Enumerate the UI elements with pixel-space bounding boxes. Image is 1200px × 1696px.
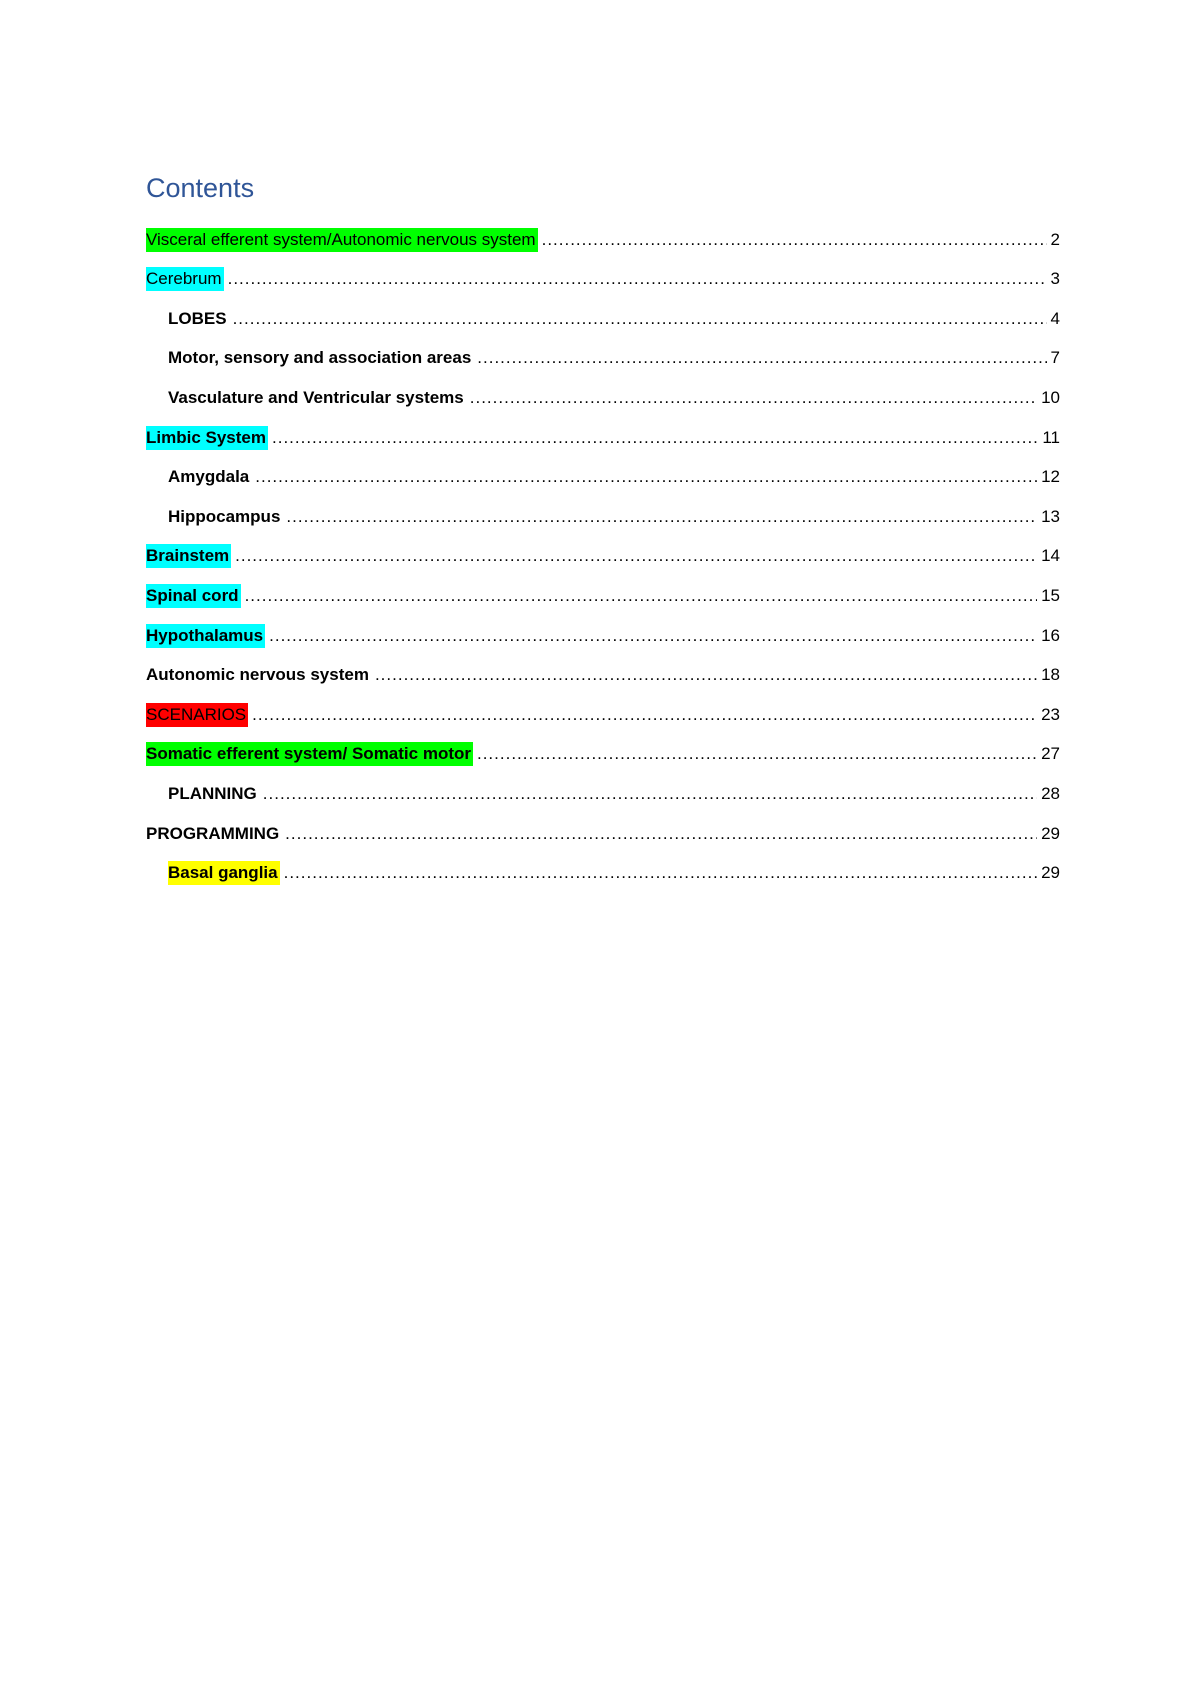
toc-entry-brainstem[interactable] (146, 529, 1060, 569)
toc-entry-motor-sensory-association-areas[interactable] (146, 331, 1060, 371)
dot-leader (235, 545, 1037, 568)
toc-entry-basal-ganglia[interactable] (146, 846, 1060, 886)
toc-entry-page-number[interactable]: 16 (1041, 625, 1060, 645)
toc-entry-label[interactable]: LOBES (168, 308, 227, 328)
toc-entry-autonomic-nervous-system[interactable] (146, 648, 1060, 688)
dot-leader (245, 585, 1038, 608)
dot-leader (470, 387, 1037, 410)
dot-leader (375, 664, 1037, 687)
toc-entry-label[interactable]: Motor, sensory and association areas (168, 348, 472, 368)
toc-entry-page-number[interactable]: 27 (1041, 744, 1060, 764)
toc-entry-label[interactable]: Limbic System (146, 426, 268, 450)
dot-leader (228, 268, 1047, 291)
toc-entry-lobes[interactable] (146, 291, 1060, 331)
dot-leader (542, 229, 1047, 252)
toc-entry-label[interactable]: Visceral efferent system/Autonomic nervous system (146, 228, 538, 252)
toc-entry-page-number[interactable]: 11 (1042, 427, 1060, 447)
toc-entry-label[interactable]: Spinal cord (146, 584, 241, 608)
toc-entry-label[interactable]: Autonomic nervous system (146, 665, 369, 685)
toc-entry-programming[interactable] (146, 806, 1060, 846)
toc-entry-label[interactable]: Amygdala (168, 467, 250, 487)
dot-leader (285, 823, 1037, 846)
toc-entry-label[interactable]: Somatic efferent system/ Somatic motor (146, 742, 473, 766)
toc-entry-page-number[interactable]: 13 (1041, 506, 1060, 526)
dot-leader (477, 743, 1037, 766)
toc-entry-page-number[interactable]: 28 (1041, 783, 1060, 803)
toc-entry-vasculature-ventricular-systems[interactable] (146, 370, 1060, 410)
toc-entry-scenarios[interactable] (146, 687, 1060, 727)
toc-entry-label[interactable]: Hypothalamus (146, 624, 265, 648)
toc-entry-label[interactable]: Hippocampus (168, 506, 281, 526)
toc-entry-label[interactable]: Brainstem (146, 544, 231, 568)
dot-leader (233, 308, 1047, 331)
toc-entry-page-number[interactable]: 10 (1041, 387, 1060, 407)
dot-leader (269, 625, 1037, 648)
toc-entry-page-number[interactable]: 14 (1041, 546, 1060, 566)
toc-entry-label[interactable]: Cerebrum (146, 267, 224, 291)
toc-entry-hippocampus[interactable] (146, 489, 1060, 529)
toc-entry-cerebrum[interactable] (146, 252, 1060, 292)
dot-leader (272, 427, 1038, 450)
toc-entry-page-number[interactable]: 12 (1041, 467, 1060, 487)
dot-leader (252, 704, 1037, 727)
toc-entry-label[interactable]: Basal ganglia (168, 861, 280, 885)
toc-entry-label[interactable]: PROGRAMMING (146, 823, 280, 843)
toc-entry-somatic-efferent-system[interactable] (146, 727, 1060, 767)
toc-entry-limbic-system[interactable] (146, 410, 1060, 450)
toc-entry-page-number[interactable]: 23 (1041, 704, 1060, 724)
toc-entry-page-number[interactable]: 7 (1050, 348, 1060, 368)
toc-entry-amygdala[interactable] (146, 450, 1060, 490)
dot-leader (263, 783, 1037, 806)
toc-entry-label[interactable]: PLANNING (168, 783, 257, 803)
dot-leader (286, 506, 1037, 529)
dot-leader (284, 862, 1037, 885)
toc-entry-planning[interactable] (146, 766, 1060, 806)
toc-heading: Contents (146, 173, 255, 203)
toc-entry-spinal-cord[interactable] (146, 568, 1060, 608)
toc-entry-page-number[interactable]: 29 (1041, 863, 1060, 883)
toc-entry-hypothalamus[interactable] (146, 608, 1060, 648)
toc-entry-page-number[interactable]: 3 (1050, 269, 1060, 289)
toc-entry-page-number[interactable]: 29 (1041, 823, 1060, 843)
toc-entry-label[interactable]: Vasculature and Ventricular systems (168, 387, 464, 407)
toc-list (146, 212, 1060, 885)
toc-entry-page-number[interactable]: 4 (1050, 308, 1060, 328)
toc-entry-page-number[interactable]: 15 (1041, 585, 1060, 605)
dot-leader (255, 466, 1037, 489)
table-of-contents (146, 170, 1060, 885)
dot-leader (477, 347, 1046, 370)
toc-entry-label[interactable]: SCENARIOS (146, 703, 248, 727)
toc-entry-page-number[interactable]: 2 (1050, 229, 1060, 249)
toc-entry-visceral-efferent-system[interactable] (146, 212, 1060, 252)
toc-entry-page-number[interactable]: 18 (1041, 665, 1060, 685)
